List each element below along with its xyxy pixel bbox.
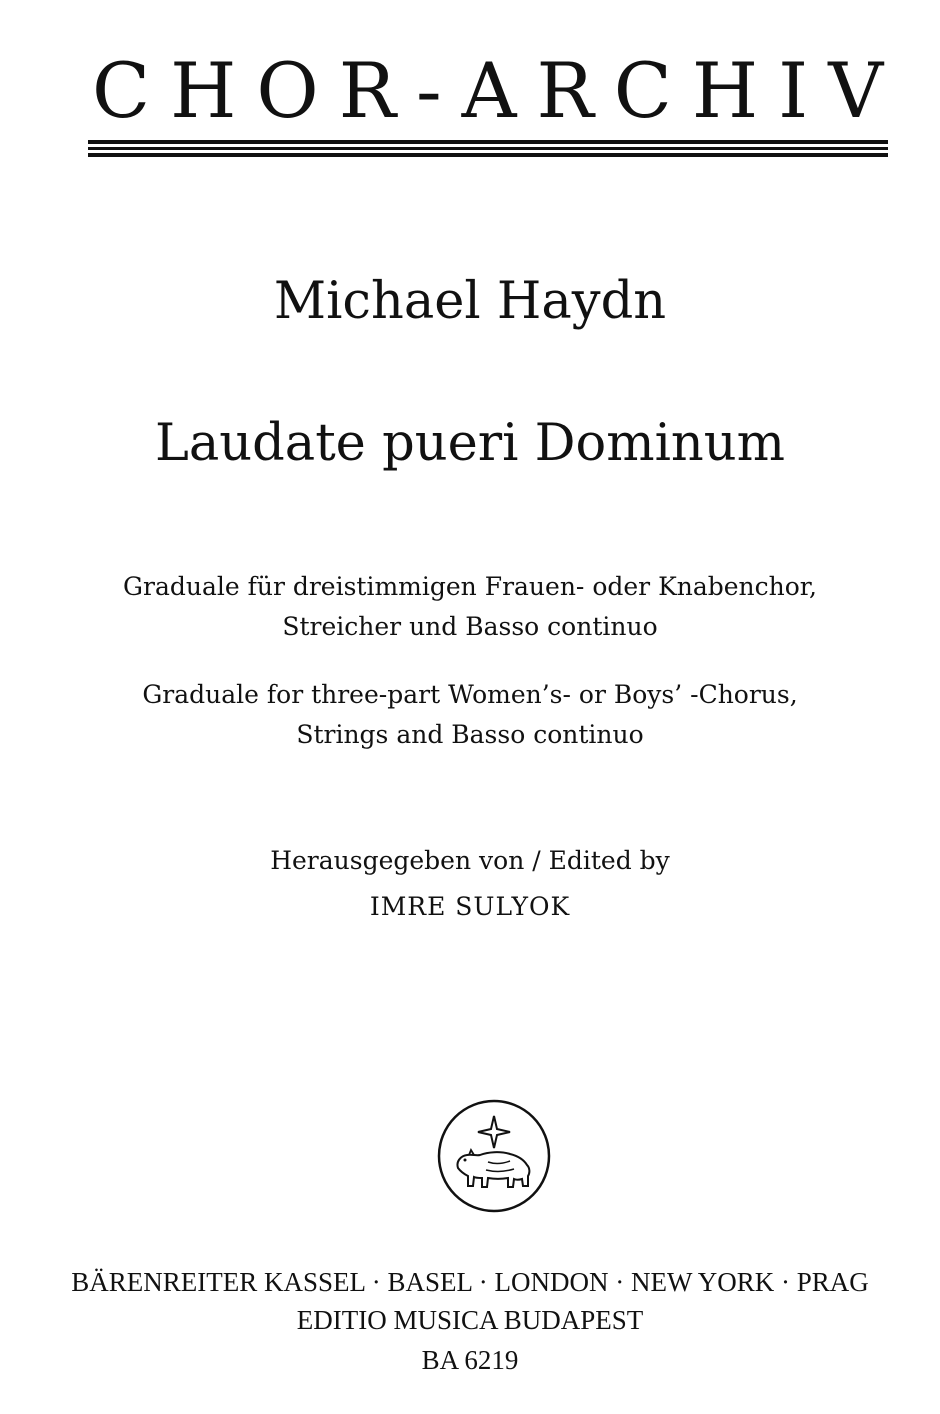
header-rule-middle <box>88 147 888 150</box>
logo-bear-icon <box>457 1152 529 1187</box>
editor-name: IMRE SULYOK <box>369 892 571 921</box>
publisher-logo-icon <box>436 1098 552 1214</box>
publisher-co-edition: EDITIO MUSICA BUDAPEST <box>296 1305 644 1335</box>
description-english-line-2: Strings and Basso continuo <box>296 720 644 749</box>
logo-bear-eye <box>464 1159 467 1162</box>
publisher-cities: BÄRENREITER KASSEL · BASEL · LONDON · NEW YORK · PRAG <box>71 1267 869 1297</box>
edited-by-label: Herausgegeben von / Edited by <box>270 846 670 875</box>
catalog-number: BA 6219 <box>421 1345 519 1375</box>
logo-bear-fur <box>486 1161 514 1171</box>
description-german-line-1: Graduale für dreistimmigen Frauen- oder Knabenchor, <box>123 572 817 601</box>
description-english-line-1: Graduale for three-part Women’s- or Boys’ -Chorus, <box>142 680 798 709</box>
composer-name: Michael Haydn <box>273 272 667 331</box>
description-german-line-2: Streicher und Basso continuo <box>282 612 658 641</box>
header-rule-bottom <box>88 153 888 157</box>
header-rule-top <box>88 140 888 144</box>
work-title: Laudate pueri Dominum <box>155 414 785 473</box>
series-title: CHOR-ARCHIV <box>92 46 904 135</box>
logo-star-icon <box>478 1116 510 1148</box>
